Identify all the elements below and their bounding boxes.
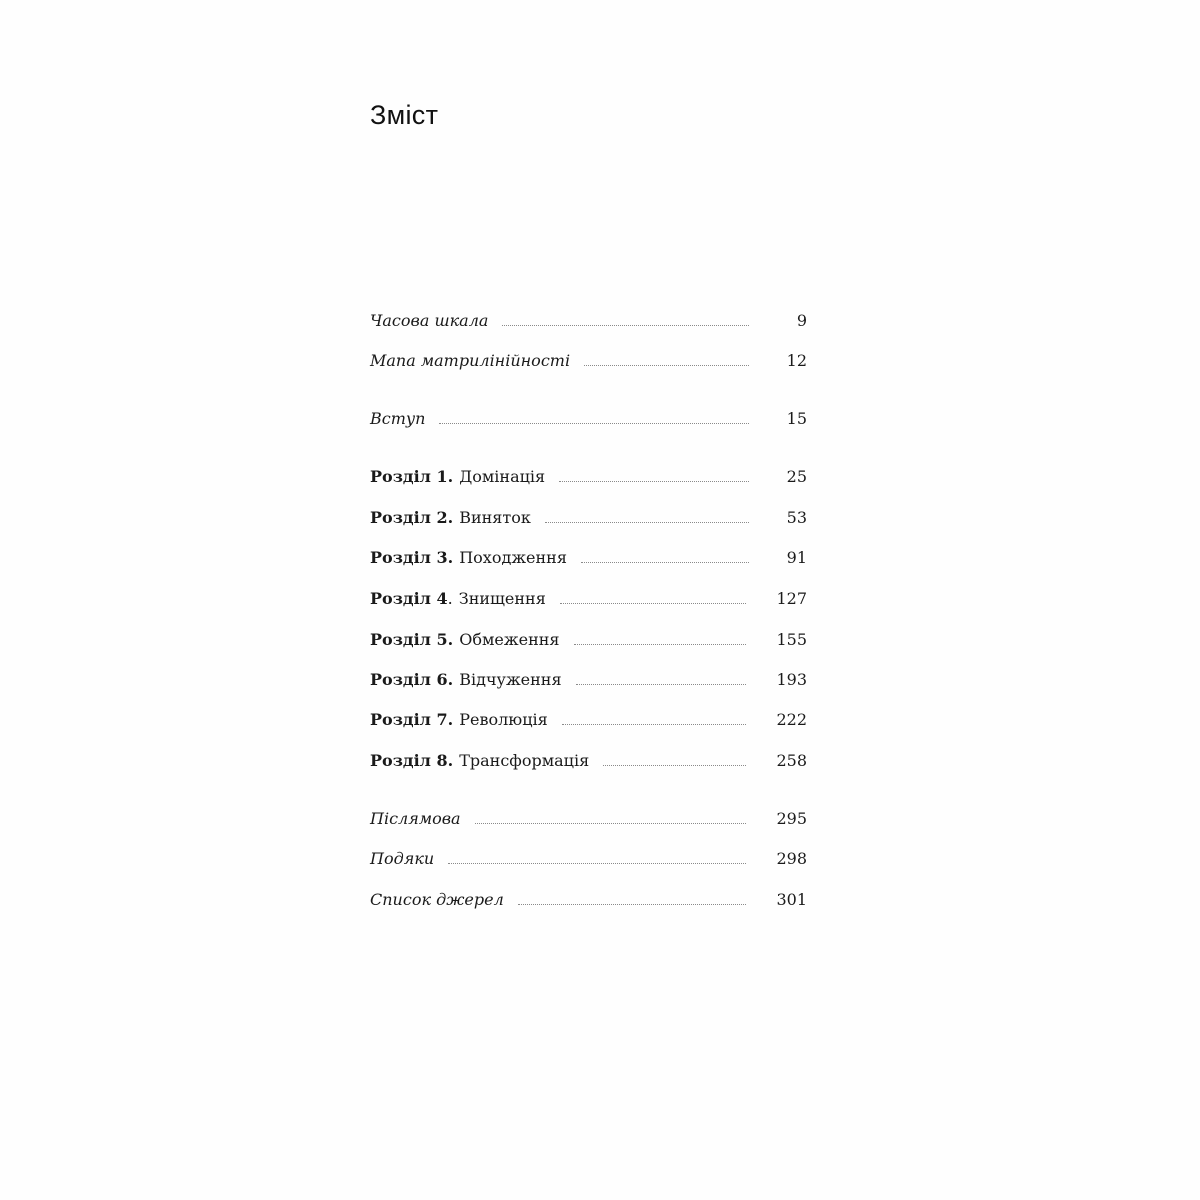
dot-leader — [559, 481, 749, 482]
toc-entry-label: Подяки — [370, 849, 435, 868]
toc-entry-timeline — [370, 311, 807, 335]
toc-entry-label: Мапа матрилінійності — [370, 351, 571, 370]
toc-entry-acknowledgements — [370, 849, 807, 873]
toc-entry-chapter-4 — [370, 589, 807, 613]
toc-entry-label: Післямова — [370, 809, 461, 828]
toc-page-number: 155 — [776, 630, 807, 649]
toc-entry-label — [370, 467, 545, 486]
dot-leader — [560, 603, 747, 604]
toc-page-number: 295 — [776, 809, 807, 828]
toc-entry-chapter-5 — [370, 630, 807, 654]
dot-leader — [502, 325, 749, 326]
toc-page-number: 53 — [786, 508, 807, 527]
chapter-number: Розділ 3. — [370, 548, 454, 567]
toc-entry-label — [370, 710, 548, 729]
toc-page-number: 12 — [786, 351, 807, 370]
dot-leader — [545, 522, 749, 523]
toc-page-number: 222 — [776, 710, 807, 729]
toc-page-number: 301 — [776, 890, 807, 909]
toc-page-number: 91 — [786, 548, 807, 567]
chapter-name: Знищення — [458, 589, 546, 608]
toc-entry-label — [370, 508, 531, 527]
chapter-number: Розділ 4 — [370, 589, 448, 608]
dot-leader — [518, 904, 747, 905]
toc-entry-label — [370, 751, 589, 770]
toc-entry-label: Часова шкала — [370, 311, 489, 330]
chapter-number: Розділ 5. — [370, 630, 454, 649]
chapter-number: Розділ 2. — [370, 508, 454, 527]
toc-entry-chapter-8 — [370, 751, 807, 775]
toc-entry-chapter-2 — [370, 508, 807, 532]
dot-leader — [574, 644, 747, 645]
table-of-contents — [370, 0, 807, 1200]
toc-entry-label — [370, 630, 560, 649]
dot-leader — [603, 765, 746, 766]
chapter-number: Розділ 6. — [370, 670, 454, 689]
chapter-name: Відчуження — [459, 670, 562, 689]
toc-page-number: 193 — [776, 670, 807, 689]
toc-entry-afterword — [370, 809, 807, 833]
toc-entry-chapter-1 — [370, 467, 807, 491]
toc-entry-introduction — [370, 409, 807, 433]
dot-leader — [448, 863, 746, 864]
toc-entry-chapter-3 — [370, 548, 807, 572]
dot-leader — [439, 423, 749, 424]
dot-leader — [475, 823, 747, 824]
chapter-number: Розділ 7. — [370, 710, 454, 729]
chapter-name: Походження — [459, 548, 567, 567]
toc-entry-label: Вступ — [370, 409, 426, 428]
toc-entry-label — [370, 589, 546, 608]
chapter-number-period: . — [447, 589, 453, 608]
page-title: Зміст — [370, 100, 439, 130]
toc-entry-label: Список джерел — [370, 890, 504, 909]
toc-entry-sources — [370, 890, 807, 914]
chapter-name: Обмеження — [459, 630, 560, 649]
toc-page-number: 9 — [796, 311, 807, 330]
dot-leader — [562, 724, 747, 725]
chapter-name: Трансформація — [459, 751, 590, 770]
toc-page-number: 127 — [776, 589, 807, 608]
dot-leader — [576, 684, 747, 685]
chapter-name: Домінація — [459, 467, 546, 486]
toc-entry-label — [370, 548, 567, 567]
toc-entry-label — [370, 670, 562, 689]
dot-leader — [584, 365, 749, 366]
dot-leader — [581, 562, 749, 563]
toc-page-number: 298 — [776, 849, 807, 868]
toc-page-number: 25 — [786, 467, 807, 486]
toc-entry-chapter-7 — [370, 710, 807, 734]
chapter-name: Революція — [459, 710, 548, 729]
toc-entry-chapter-6 — [370, 670, 807, 694]
chapter-name: Виняток — [459, 508, 531, 527]
toc-entry-matrilineality-map — [370, 351, 807, 375]
toc-page-number: 258 — [776, 751, 807, 770]
chapter-number: Розділ 1. — [370, 467, 454, 486]
toc-page-number: 15 — [786, 409, 807, 428]
chapter-number: Розділ 8. — [370, 751, 454, 770]
